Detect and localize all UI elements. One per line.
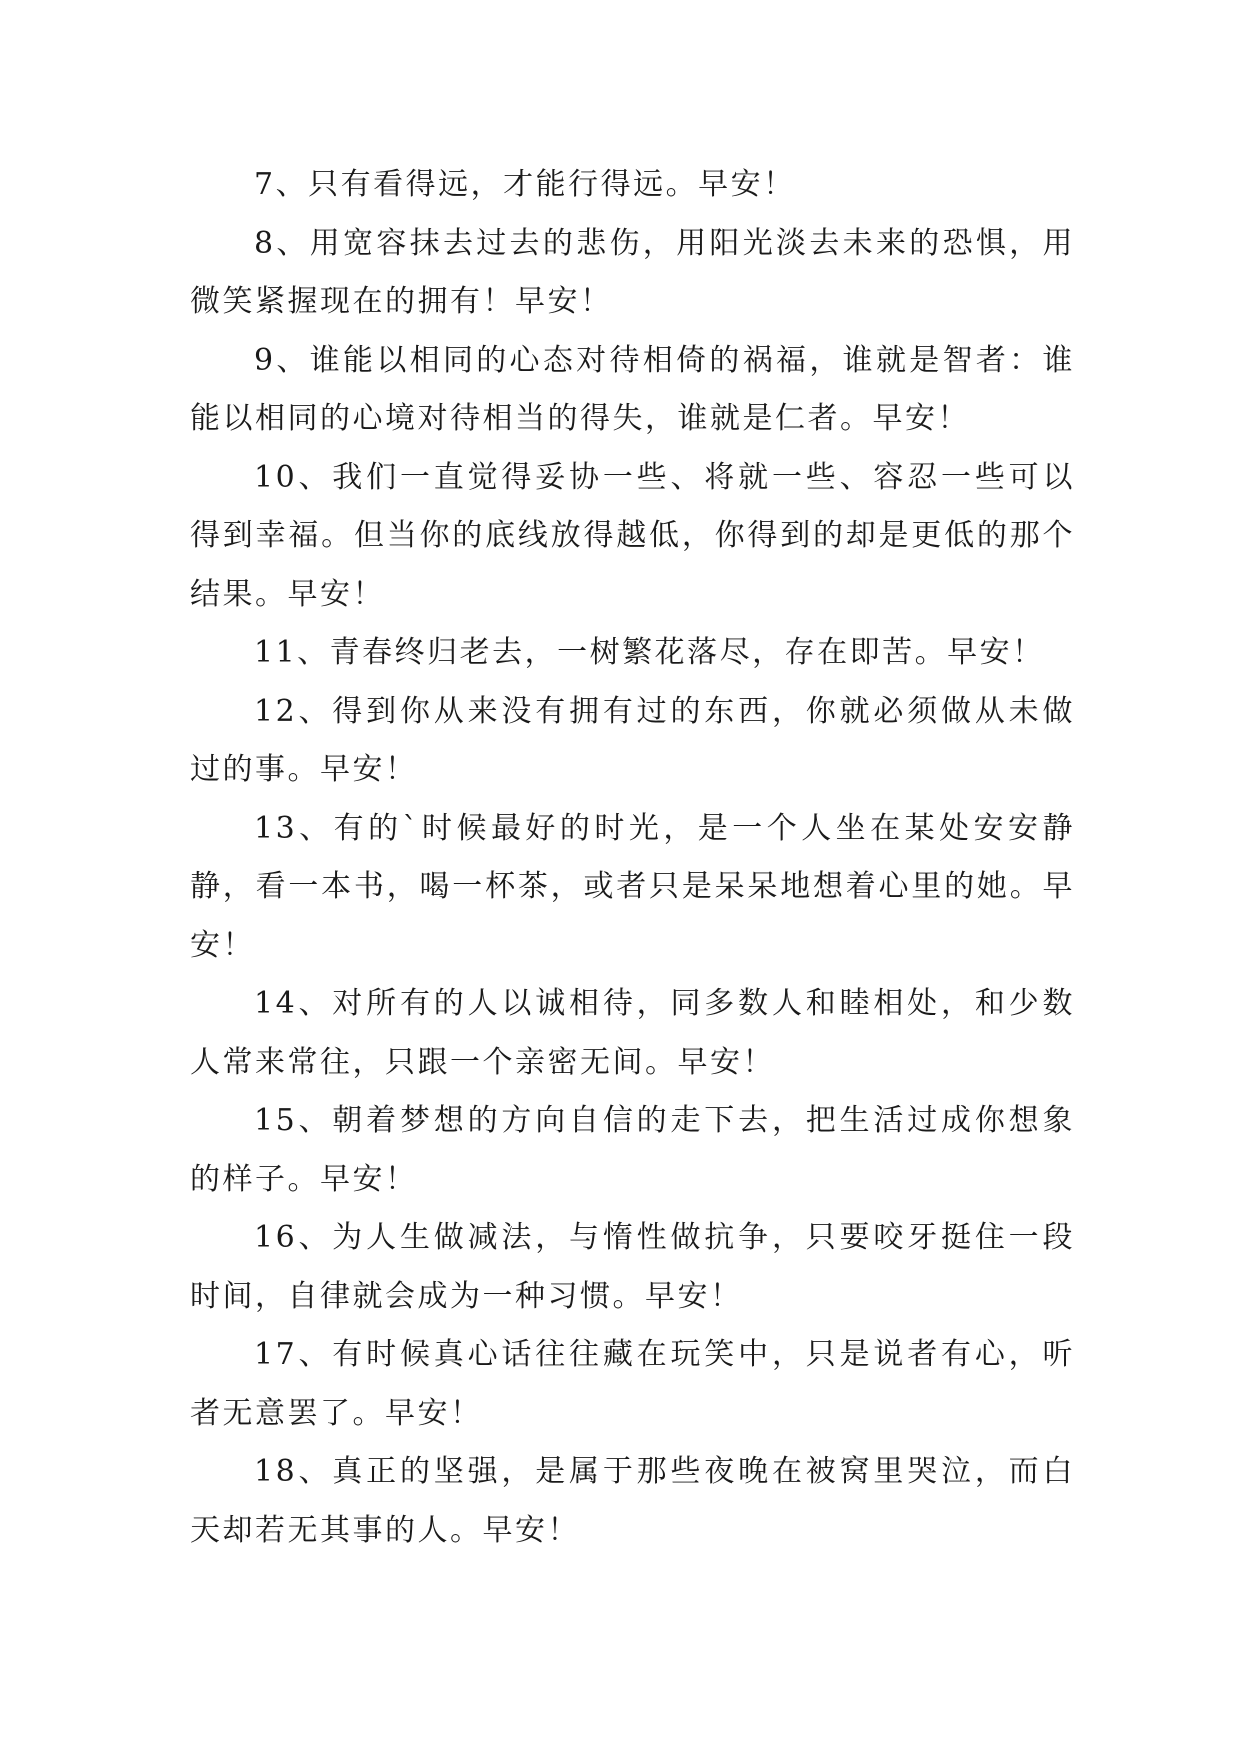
paragraph-16: 16、为人生做减法，与惰性做抗争，只要咬牙挺住一段时间，自律就会成为一种习惯。早安！ — [190, 1220, 1075, 1314]
document-body — [190, 156, 1075, 1560]
paragraph-13: 13、有的`时候最好的时光，是一个人坐在某处安安静静，看一本书，喝一杯茶，或者只是呆呆地想着心里的她。早安！ — [190, 810, 1075, 963]
paragraph-18: 18、真正的坚强，是属于那些夜晚在被窝里哭泣，而白天却若无其事的人。早安！ — [190, 1454, 1075, 1548]
paragraph-9: 9、谁能以相同的心态对待相倚的祸福，谁就是智者：谁能以相同的心境对待相当的得失，谁就是仁者。早安！ — [190, 342, 1075, 436]
paragraph-8: 8、用宽容抹去过去的悲伤，用阳光淡去未来的恐惧，用微笑紧握现在的拥有！早安！ — [190, 225, 1075, 319]
paragraph-12: 12、得到你从来没有拥有过的东西，你就必须做从未做过的事。早安！ — [190, 693, 1075, 787]
paragraph-11: 11、青春终归老去，一树繁花落尽，存在即苦。早安！ — [254, 635, 1045, 670]
paragraph-14: 14、对所有的人以诚相待，同多数人和睦相处，和少数人常来常往，只跟一个亲密无间。早安！ — [190, 986, 1075, 1080]
paragraph-7: 7、只有看得远，才能行得远。早安！ — [254, 167, 796, 202]
paragraph-10: 10、我们一直觉得妥协一些、将就一些、容忍一些可以得到幸福。但当你的底线放得越低，你得到的却是更低的那个结果。早安！ — [190, 459, 1075, 612]
paragraph-17: 17、有时候真心话往往藏在玩笑中，只是说者有心，听者无意罢了。早安！ — [190, 1337, 1075, 1431]
paragraph-15: 15、朝着梦想的方向自信的走下去，把生活过成你想象的样子。早安！ — [190, 1103, 1075, 1197]
